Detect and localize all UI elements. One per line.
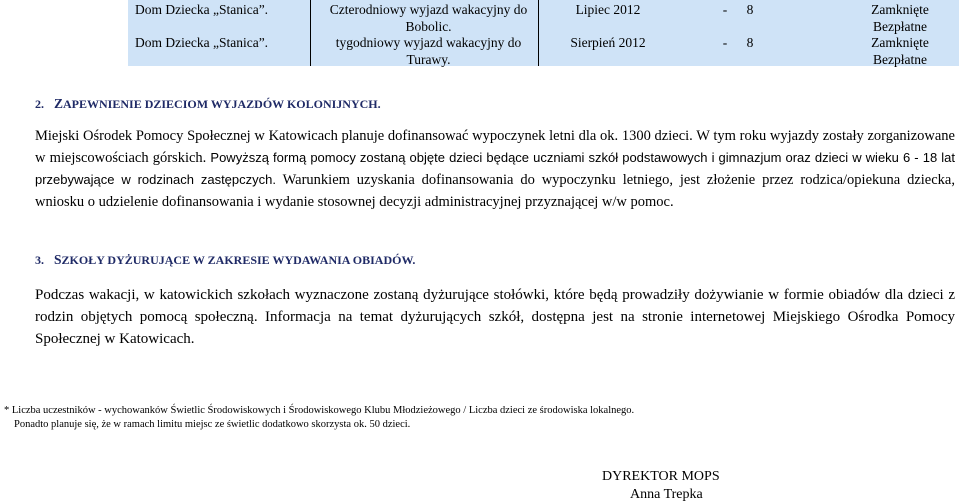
status-cell: Zamknięte Bezpłatne (871, 35, 929, 67)
dash-cell: - (722, 35, 728, 50)
count-cell: 8 (746, 35, 754, 50)
table-row (0, 34, 959, 68)
section-2-heading (35, 96, 381, 112)
heading-initial: S (54, 252, 62, 267)
place-cell: Dom Dziecka „Stanica”. (135, 2, 269, 17)
status-cell: Zamknięte Bezpłatne (871, 2, 929, 34)
paragraph-text: Warunkiem uzyskania dofinansowania do wypoczynku letniego, jest złożenie przez rodzica/opiekuna dziecka, wniosku o udzielenie dofinansowania i wydanie stosownej decyzji administracyjnej przyznającej w/w pomoc. (35, 172, 955, 210)
signature-name: Anna Trepka (630, 487, 703, 502)
paragraph-text: Powyższą formą pomocy zostaną objęte dzieci będące uczniami szkół podstawowych i gimnazjum oraz dzieci w wieku 6 - 18 lat przebywające w rodzinach zastępczych. (35, 150, 956, 187)
count-cell: 8 (746, 2, 754, 17)
section-2-paragraph (35, 125, 955, 213)
section-3-paragraph (35, 284, 955, 350)
paragraph-text: Podczas wakacji, w katowickich szkołach wyznaczone zostaną dyżurujące stołówki, które będą prowadziły dożywianie w formie obiadów dla dzieci z rodzin objętych pomocą społeczną. Informacja na temat dyżurujących szkół, dostępna jest na stronie internetowej Miejskiego Ośrodka Pomocy Społecznej w Katowicach. (35, 287, 955, 347)
section-number: 2. (35, 97, 44, 111)
paragraph-text: Miejski Ośrodek Pomocy Społecznej w Katowicach planuje dofinansować wypoczynek letni dla ok. 1300 dzieci. W tym roku wyjazdy zostały zorganizowane w miejscowościach górskich. (35, 128, 955, 166)
heading-text: ZKOŁY DYŻURUJĄCE W ZAKRESIE WYDAWANIA OBIADÓW. (61, 253, 416, 267)
heading-initial: Z (54, 96, 64, 111)
section-number: 3. (35, 253, 44, 267)
month-cell: Sierpień 2012 (570, 35, 646, 50)
table-row (0, 0, 959, 34)
trip-cell: Czterodniowy wyjazd wakacyjny do Bobolic. (329, 2, 528, 34)
place-cell: Dom Dziecka „Stanica”. (135, 35, 269, 50)
footnote: Ponadto planuje się, że w ramach limitu miejsc ze świetlic dodatkowo skorzysta ok. 50 dzieci. (14, 419, 411, 430)
trip-cell: tygodniowy wyjazd wakacyjny do Turawy. (335, 35, 522, 67)
dash-cell: - (722, 2, 728, 17)
month-cell: Lipiec 2012 (575, 2, 641, 17)
section-3-heading (35, 252, 415, 268)
footnote: * Liczba uczestników - wychowanków Świetlic Środowiskowych i Środowiskowego Klubu Młodzieżowego / Liczba dzieci ze środowiska lokalnego. (4, 405, 635, 416)
signature-title: DYREKTOR MOPS (602, 469, 720, 484)
heading-text: APEWNIENIE DZIECIOM WYJAZDÓW KOLONIJNYCH. (63, 97, 381, 111)
